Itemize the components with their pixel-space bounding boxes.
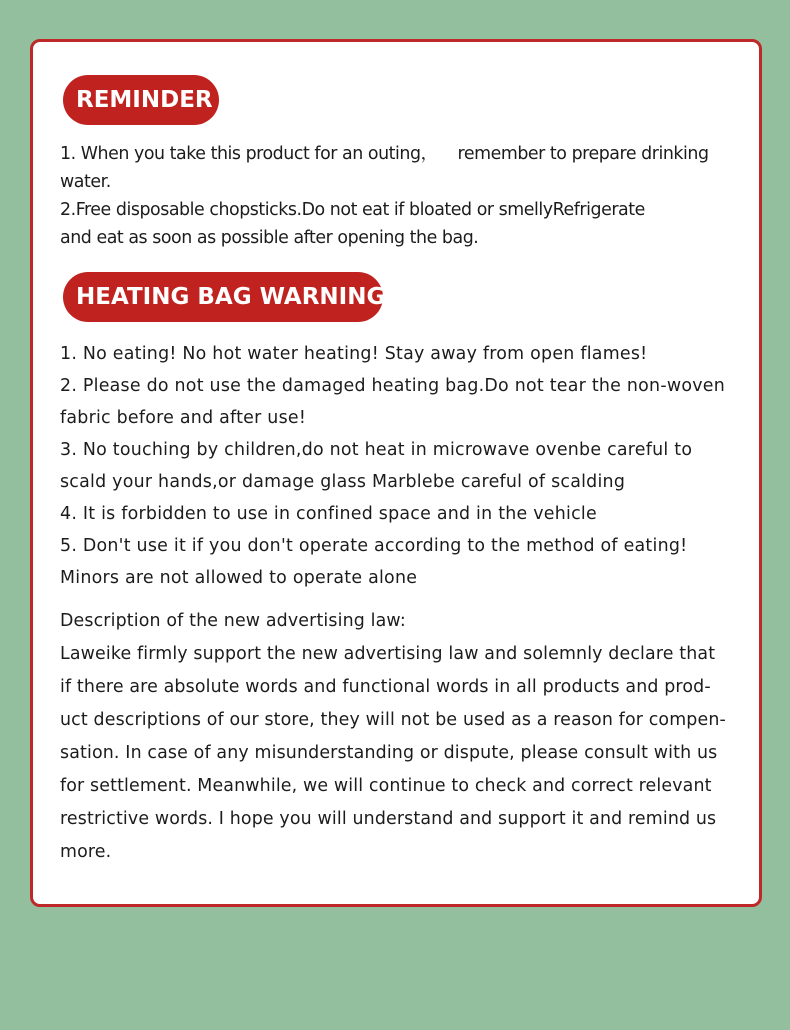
warning-heading: HEATING BAG WARNING	[63, 272, 383, 322]
warning-item-3: 3. No touching by children,do not heat in microwave ovenbe careful to	[60, 440, 693, 460]
reminder-item-1-part-b: remember to prepare drinking	[457, 144, 709, 164]
law-line: more.	[60, 842, 112, 862]
reminder-heading: REMINDER	[63, 75, 219, 125]
notice-card	[30, 39, 762, 907]
warning-item-4: 4. It is forbidden to use in confined space and in the vehicle	[60, 504, 597, 524]
warning-item-5-cont: Minors are not allowed to operate alone	[60, 568, 418, 588]
reminder-item-2: 2.Free disposable chopsticks.Do not eat if bloated or smellyRefrigerate	[60, 200, 645, 220]
reminder-item-1	[60, 140, 750, 168]
law-line: for settlement. Meanwhile, we will continue to check and correct relevant	[60, 776, 712, 796]
law-line: sation. In case of any misunderstanding or dispute, please consult with us	[60, 743, 718, 763]
advertising-law-paragraph	[60, 605, 750, 869]
law-line: restrictive words. I hope you will understand and support it and remind us	[60, 809, 717, 829]
law-heading: Description of the new advertising law:	[60, 611, 406, 631]
warning-item-3-cont: scald your hands,or damage glass Marblebe careful of scalding	[60, 472, 626, 492]
warning-item-2-cont: fabric before and after use!	[60, 408, 307, 428]
reminder-item-1-part-a: 1. When you take this product for an outing，	[60, 144, 438, 164]
warning-item-2: 2. Please do not use the damaged heating bag.Do not tear the non-woven	[60, 376, 725, 396]
reminder-list	[60, 140, 750, 252]
reminder-item-2-cont: and eat as soon as possible after opening the bag.	[60, 228, 479, 248]
law-line: Laweike firmly support the new advertising law and solemnly declare that	[60, 644, 716, 664]
law-line: if there are absolute words and functional words in all products and prod-	[60, 677, 711, 697]
warning-list	[60, 338, 750, 594]
reminder-item-1-cont: water.	[60, 172, 111, 192]
law-line: uct descriptions of our store, they will not be used as a reason for compen-	[60, 710, 726, 730]
warning-item-5: 5. Don't use it if you don't operate according to the method of eating!	[60, 536, 688, 556]
warning-item-1: 1. No eating! No hot water heating! Stay away from open flames!	[60, 344, 648, 364]
